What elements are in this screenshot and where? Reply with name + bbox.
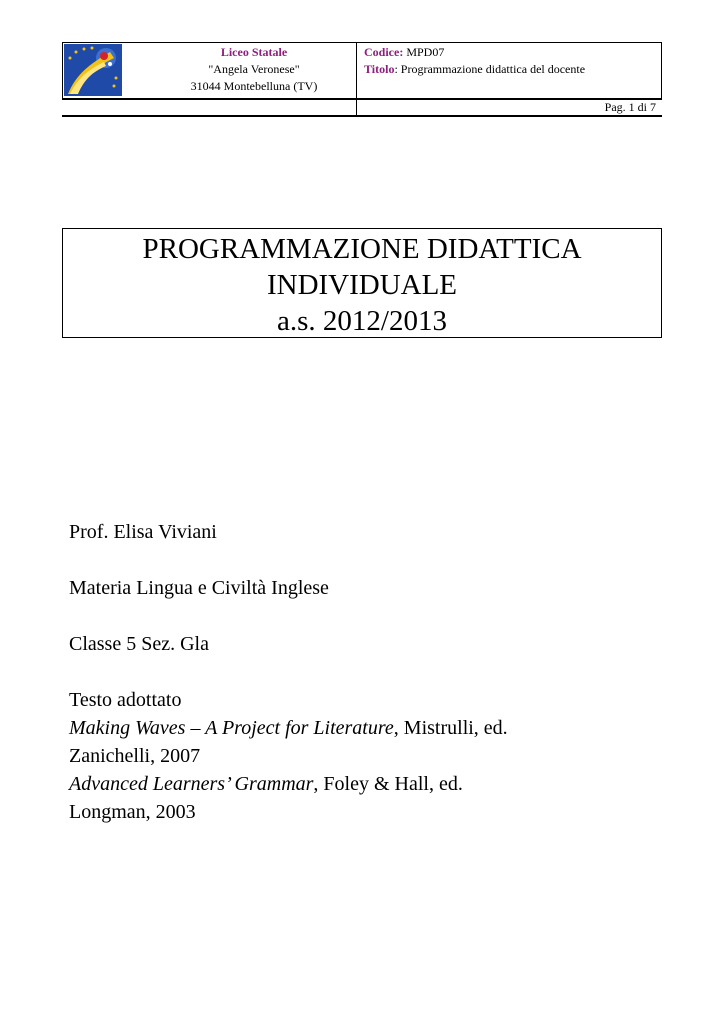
textbook-2-title: Advanced Learners’ Grammar: [69, 773, 314, 795]
textbook-1-publisher: , Mistrulli, ed.: [393, 717, 508, 739]
document-code-info: [364, 44, 585, 78]
school-name: Liceo Statale: [220, 45, 288, 59]
title-line-1: PROGRAMMAZIONE DIDATTICA: [142, 233, 582, 265]
subject: Materia Lingua e Civiltà Inglese: [69, 577, 329, 599]
title-line-3: a.s. 2012/2013: [277, 305, 447, 337]
textbook-1-title: Making Waves – A Project for Literature: [69, 717, 394, 739]
code-label: Codice:: [364, 45, 404, 59]
textbook-2-publisher: , Foley & Hall, ed.: [313, 773, 463, 795]
textbook-1: [69, 714, 669, 742]
title-label: Titolo: [364, 62, 395, 76]
textbook-1-edition: Zanichelli, 2007: [69, 745, 201, 767]
title-value: : Programmazione didattica del docente: [394, 62, 586, 76]
title-line-2: INDIVIDUALE: [266, 269, 458, 301]
document-body: [69, 518, 669, 826]
spacer: [69, 602, 669, 630]
header-divider: [356, 42, 357, 116]
school-subtitle: "Angela Veronese": [208, 62, 300, 76]
page-number: Pag. 1 di 7: [604, 100, 656, 114]
class: Classe 5 Sez. Gla: [69, 633, 209, 655]
school-address: 31044 Montebelluna (TV): [190, 79, 318, 93]
school-info: [154, 44, 354, 95]
document-title-box: [62, 228, 662, 338]
textbook-2: [69, 770, 669, 798]
code-value: MPD07: [403, 45, 445, 59]
textbook-2-edition: Longman, 2003: [69, 801, 196, 823]
header-bottom-rule: [62, 115, 662, 117]
spacer: [69, 658, 669, 686]
school-logo-icon: [64, 44, 122, 96]
document-header: [62, 42, 662, 116]
spacer: [69, 546, 669, 574]
textbook-label: Testo adottato: [69, 689, 182, 711]
professor: Prof. Elisa Viviani: [69, 521, 217, 543]
header-rule: [62, 98, 662, 99]
